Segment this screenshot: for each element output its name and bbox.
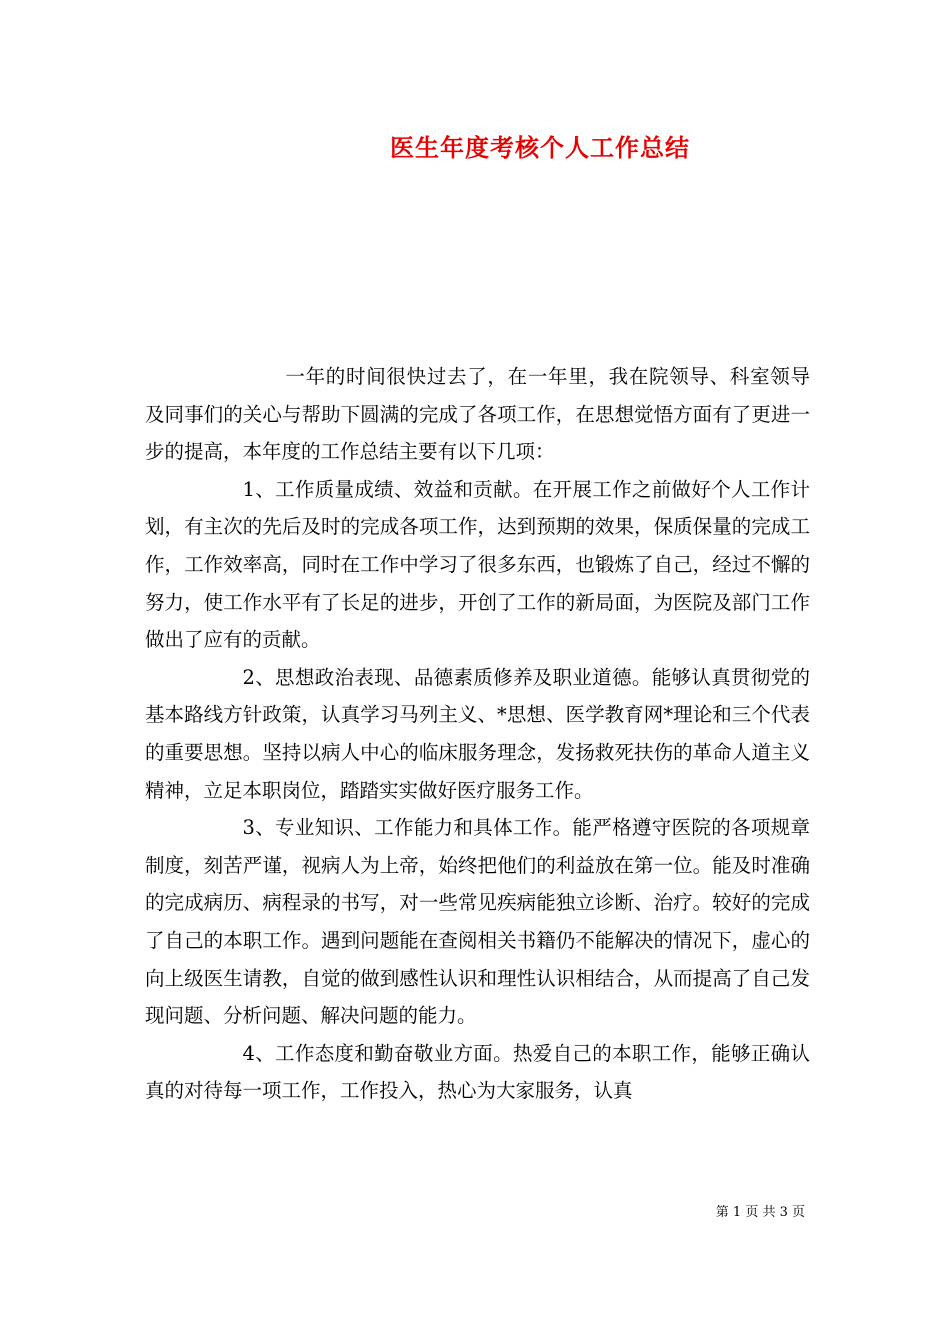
page-number: 第 1 页 共 3 页: [715, 1205, 805, 1220]
section-4-paragraph: 4、工作态度和勤奋敬业方面。热爱自己的本职工作，能够正确认真的对待每一项工作，工作投入，热心为大家服务，认真: [145, 1041, 810, 1103]
intro-paragraph: 一年的时间很快过去了，在一年里，我在院领导、科室领导及同事们的关心与帮助下圆满的完成了各项工作，在思想觉悟方面有了更进一步的提高，本年度的工作总结主要有以下几项：: [145, 365, 810, 464]
section-3-paragraph: 3、专业知识、工作能力和具体工作。能严格遵守医院的各项规章制度，刻苦严谨，视病人为上帝，始终把他们的利益放在第一位。能及时准确的完成病历、病程录的书写，对一些常见疾病能独立诊断、治疗。较好的完成了自己的本职工作。遇到问题能在查阅相关书籍仍不能解决的情况下，虚心的向上级医生请教，自觉的做到感性认识和理性认识相结合，从而提高了自己发现问题、分析问题、解决问题的能力。: [145, 816, 810, 1028]
section-2-paragraph: 2、思想政治表现、品德素质修养及职业道德。能够认真贯彻党的基本路线方针政策，认真学习马列主义、*思想、医学教育网*理论和三个代表的重要思想。坚持以病人中心的临床服务理念，发扬救死扶伤的革命人道主义精神，立足本职岗位，踏踏实实做好医疗服务工作。: [145, 665, 810, 802]
document-title: 医生年度考核个人工作总结: [390, 133, 690, 162]
section-1-paragraph: 1、工作质量成绩、效益和贡献。在开展工作之前做好个人工作计划，有主次的先后及时的完成各项工作，达到预期的效果，保质保量的完成工作，工作效率高，同时在工作中学习了很多东西，也锻炼了自己，经过不懈的努力，使工作水平有了长足的进步，开创了工作的新局面，为医院及部门工作做出了应有的贡献。: [145, 477, 810, 652]
document-body: [145, 358, 810, 1110]
